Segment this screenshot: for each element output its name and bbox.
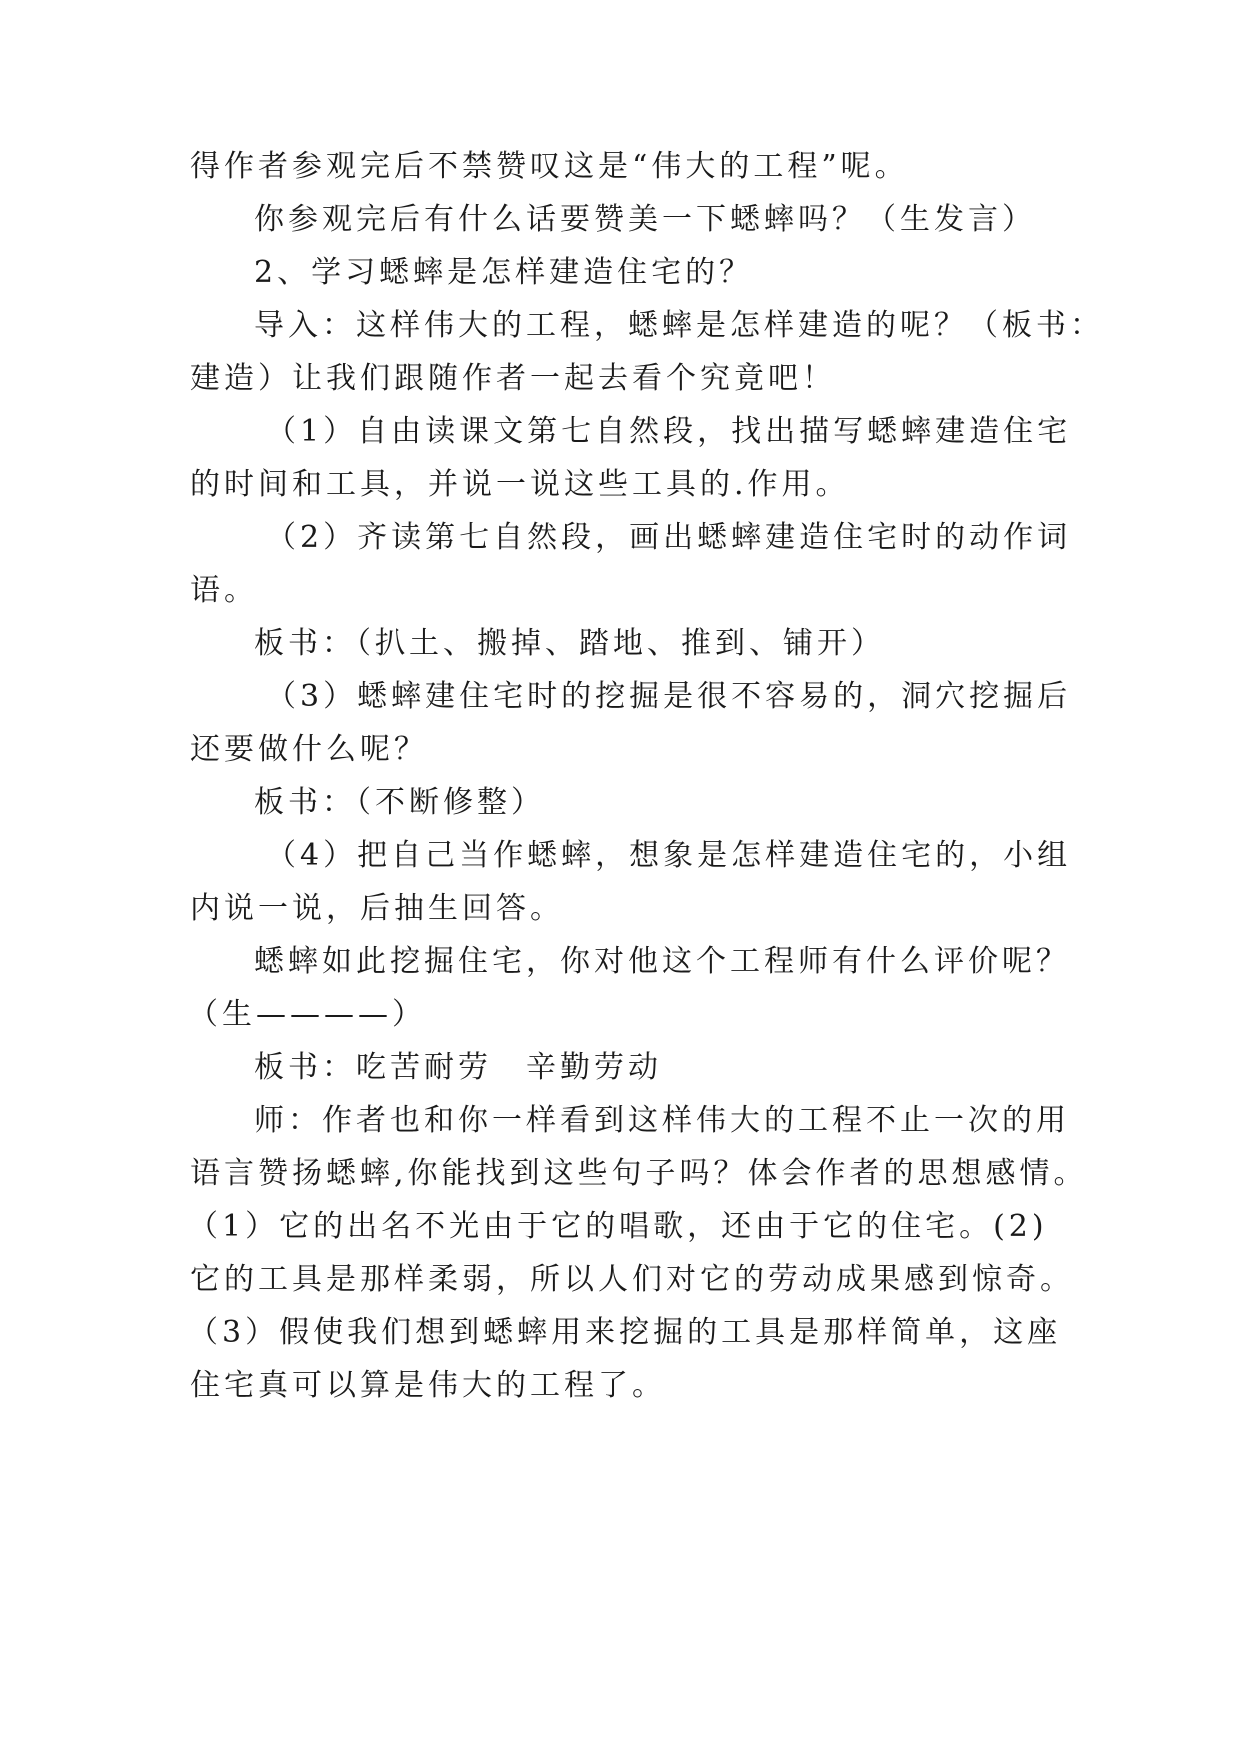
text-line-8: （2）齐读第七自然段，画出蟋蟀建造住宅时的动作词 (266, 520, 1072, 555)
text-line-16: 蟋蟀如此挖掘住宅，你对他这个工程师有什么评价呢？ (254, 944, 1070, 979)
text-line-19: 师：作者也和你一样看到这样伟大的工程不止一次的用 (254, 1103, 1070, 1138)
text-line-11: （3）蟋蟀建住宅时的挖掘是很不容易的，洞穴挖掘后 (266, 679, 1072, 714)
board-note-3: 板书：吃苦耐劳 辛勤劳动 (254, 1050, 662, 1085)
text-line-6: （1）自由读课文第七自然段，找出描写蟋蟀建造住宅 (266, 414, 1072, 449)
text-line-4: 导入：这样伟大的工程，蟋蟀是怎样建造的呢？（板书： (254, 308, 1104, 343)
heading-section-2: 2、学习蟋蟀是怎样建造住宅的？ (254, 255, 754, 290)
board-note-2: 板书：（不断修整） (254, 785, 545, 820)
text-line-7: 的时间和工具，并说一说这些工具的.作用。 (190, 467, 850, 502)
text-line-23: （3）假使我们想到蟋蟀用来挖掘的工具是那样简单，这座 (188, 1315, 1062, 1350)
text-line-2: 你参观完后有什么话要赞美一下蟋蟀吗？（生发言） (254, 202, 1036, 237)
board-note-1: 板书：（扒土、搬掉、踏地、推到、铺开） (254, 626, 885, 661)
text-line-24: 住宅真可以算是伟大的工程了。 (190, 1368, 666, 1403)
text-line-17: （生————） (188, 997, 426, 1032)
text-line-20: 语言赞扬蟋蟀,你能找到这些句子吗？体会作者的思想感情。 (190, 1156, 1088, 1191)
text-line-14: （4）把自己当作蟋蟀，想象是怎样建造住宅的，小组 (266, 838, 1072, 873)
text-line-5: 建造）让我们跟随作者一起去看个究竟吧！ (190, 361, 836, 396)
text-line-1: 得作者参观完后不禁赞叹这是“伟大的工程”呢。 (190, 149, 909, 184)
text-line-15: 内说一说，后抽生回答。 (190, 891, 564, 926)
text-line-12: 还要做什么呢？ (190, 732, 428, 767)
text-line-21: （1）它的出名不光由于它的唱歌，还由于它的住宅。(2) (188, 1209, 1048, 1244)
text-line-9: 语。 (190, 573, 258, 608)
text-line-22: 它的工具是那样柔弱，所以人们对它的劳动成果感到惊奇。 (190, 1262, 1074, 1297)
